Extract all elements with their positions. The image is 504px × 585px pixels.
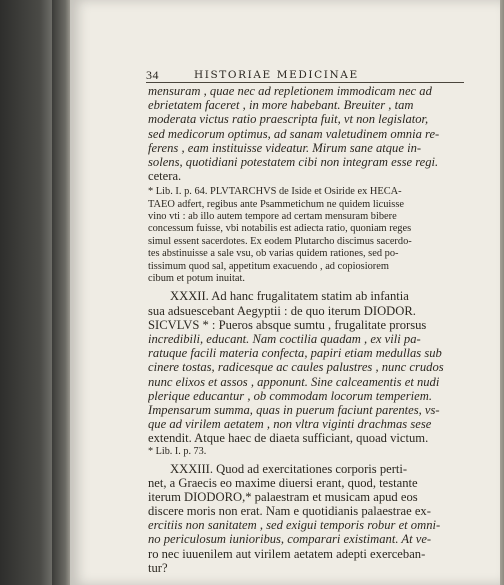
paragraph-block-1 <box>148 84 466 183</box>
running-head: HISTORIAE MEDICINAE <box>194 69 359 81</box>
footnote-line: cibum et potum inuitat. <box>148 273 245 285</box>
text-line: XXXII. Ad hanc frugalitatem statim ab infantia <box>170 289 409 304</box>
footnote-line: vino vti : ab illo autem tempore ad certam mensuram bibere <box>148 211 397 223</box>
text-line: ebrietatem faceret , in more habebant. Breuiter , tam <box>148 98 414 113</box>
page-number: 34 <box>146 68 159 82</box>
footnote-line: concessum fuisse, vbi notabilis est adiecta ratio, quoniam reges <box>148 223 412 235</box>
text-line: cetera. <box>148 169 182 184</box>
text-line: sed medicorum optimus, ad sanam valetudinem omnia re- <box>148 126 440 141</box>
text-line: nunc elixos et assos , apponunt. Sine calceamentis et nudi <box>148 374 440 389</box>
text-line: ro nec iuuenilem aut virilem aetatem adepti exerceban- <box>148 546 426 561</box>
text-line: ercitiis non sanitatem , sed exigui temporis robur et omni- <box>148 518 441 533</box>
page-text <box>148 84 466 575</box>
paragraph-block-2 <box>148 289 466 445</box>
text-line: ferens , eam instituisse videatur. Mirum sane atque in- <box>148 140 422 155</box>
text-line: plerique educantur , ob commodam locorum temperiem. <box>148 388 433 403</box>
text-line: Impensarum summa, quas in puerum faciunt parentes, vs- <box>148 402 440 417</box>
text-line: tur? <box>148 560 168 575</box>
text-line: que ad virilem aetatem , non vltra viginti drachmas sese <box>148 417 432 432</box>
text-line: cinere tostas, radicesque ac caules palustres , nunc crudos <box>148 360 444 375</box>
footnote-2: * Lib. I. p. 73. <box>148 445 207 457</box>
text-line: incredibili, educant. Nam coctilia quadam , ex vili pa- <box>148 332 421 346</box>
footnote-1 <box>148 186 466 285</box>
text-line: extendit. Atque haec de diaeta sufficiant, quoad victum. <box>148 431 429 446</box>
text-line: solens, quotidiani potestatem cibi non integram esse regi. <box>148 154 439 169</box>
footnote-line: tissimum quod sal, appetitum exacuendo , ad copiosiorem <box>148 260 389 272</box>
header-rule <box>146 82 464 83</box>
paragraph-block-3 <box>148 462 466 576</box>
text-line: XXXIII. Quod ad exercitationes corporis perti- <box>170 461 408 476</box>
text-line: SICVLVS * : Pueros absque sumtu , frugalitate prorsus <box>148 317 427 332</box>
text-line: no periculosum iunioribus, comparari existimant. At ve- <box>148 532 432 547</box>
text-line: moderata victus ratio praescripta fuit, vt non legislator, <box>148 112 429 127</box>
footnote-line: tes abstinuisse a sale vsu, ob varias quidem rationes, sed po- <box>148 248 399 260</box>
text-line: net, a Graecis eo maxime diuersi erant, quod, testante <box>148 475 418 490</box>
text-line: mensuram , quae nec ad repletionem immodicam nec ad <box>148 84 432 98</box>
footnote-line: * Lib. I. p. 64. PLVTARCHVS de Iside et Osiride ex HECA- <box>148 186 402 198</box>
text-line: ratuque facili materia confecta, papiri etiam medullas sub <box>148 346 442 361</box>
text-line: iterum DIODORO,* palaestram et musicam apud eos <box>148 489 418 504</box>
text-line: discere moris non erat. Nam e quotidianis palaestrae ex- <box>148 504 431 519</box>
footnote-line: simul essent sacerdotes. Ex eodem Plutarcho discimus sacerdo- <box>148 235 412 247</box>
footnote-line: TAEO adfert, regibus ante Psammetichum ne quidem licuisse <box>148 198 404 210</box>
text-line: sua adsuescebant Aegyptii : de quo iterum DIODOR. <box>148 303 416 318</box>
